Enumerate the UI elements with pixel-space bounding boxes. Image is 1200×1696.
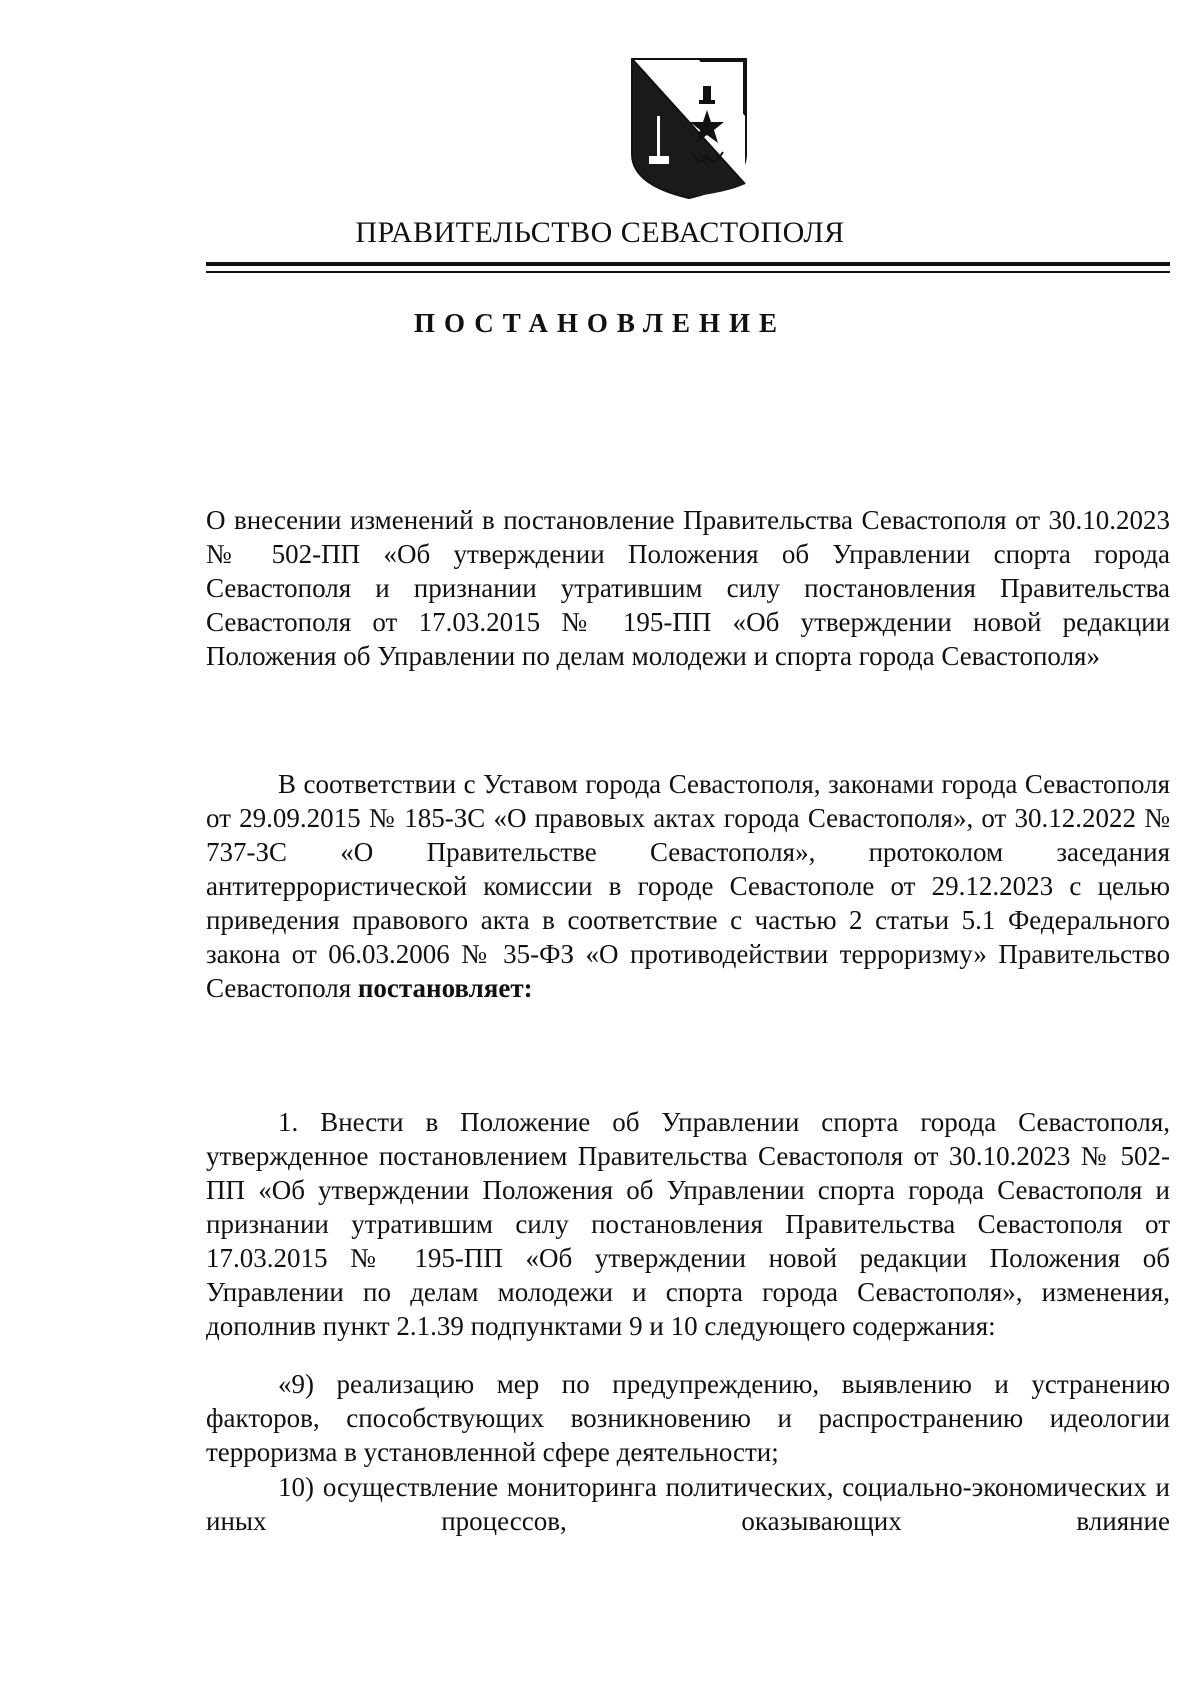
decree-word: постановляет: [357, 973, 533, 1003]
document-type-heading: ПОСТАНОВЛЕНИЕ [413, 308, 787, 338]
header-divider-thick [206, 262, 1170, 266]
preamble-text: В соответствии с Уставом города Севастополя, законами города Севастополя от 29.09.2015 № 185-ЗС «О правовых актах города Севастополя», от 30.12.2022 № 737-ЗС «О Правительстве Севастополя», протоколом заседания антитеррористической комиссии в городе Севастополе от 29.12.2023 с целью приведения правового акта в соответствие с частью 2 статьи 5.1 Федерального закона от 06.03.2006 № 35-ФЗ «О противодействии терроризму» Правительство Севастополя [206, 769, 1170, 1003]
sevastopol-coat-of-arms-icon [629, 56, 749, 201]
preamble-body [206, 767, 1170, 1005]
subitem-9-paragraph [206, 1367, 1170, 1469]
document-subject [206, 503, 1170, 673]
organization-title: ПРАВИТЕЛЬСТВО СЕВАСТОПОЛЯ [355, 216, 845, 249]
preamble-paragraph [206, 767, 1170, 1005]
subitem-10-paragraph [206, 1470, 1170, 1538]
subitem-10-text: 10) осуществление мониторинга политических, социально-экономических и иных процессов, оказывающих влияние [206, 1472, 1170, 1536]
subject-text: О внесении изменений в постановление Правительства Севастополя от 30.10.2023 № 502-ПП «Об утверждении Положения об Управлении спорта города Севастополя и признании утратившим силу постановления Правительства Севастополя от 17.03.2015 № 195-ПП «Об утверждении новой редакции Положения об Управлении по делам молодежи и спорта города Севастополя» [206, 505, 1170, 671]
item-1-text: 1. Внести в Положение об Управлении спорта города Севастополя, утвержденное постановлением Правительства Севастополя от 30.10.2023 № 502-ПП «Об утверждении Положения об Управлении спорта города Севастополя и признании утратившим силу постановления Правительства Севастополя от 17.03.2015 № 195-ПП «Об утверждении новой редакции Положения об Управлении по делам молодежи и спорта города Севастополя», изменения, дополнив пункт 2.1.39 подпунктами 9 и 10 следующего содержания: [206, 1107, 1170, 1341]
item-1-paragraph [206, 1105, 1170, 1343]
header-divider-thin [206, 271, 1170, 273]
subitem-9-text: «9) реализацию мер по предупреждению, выявлению и устранению факторов, способствующих возникновению и распространению идеологии терроризма в установленной сфере деятельности; [206, 1369, 1170, 1467]
